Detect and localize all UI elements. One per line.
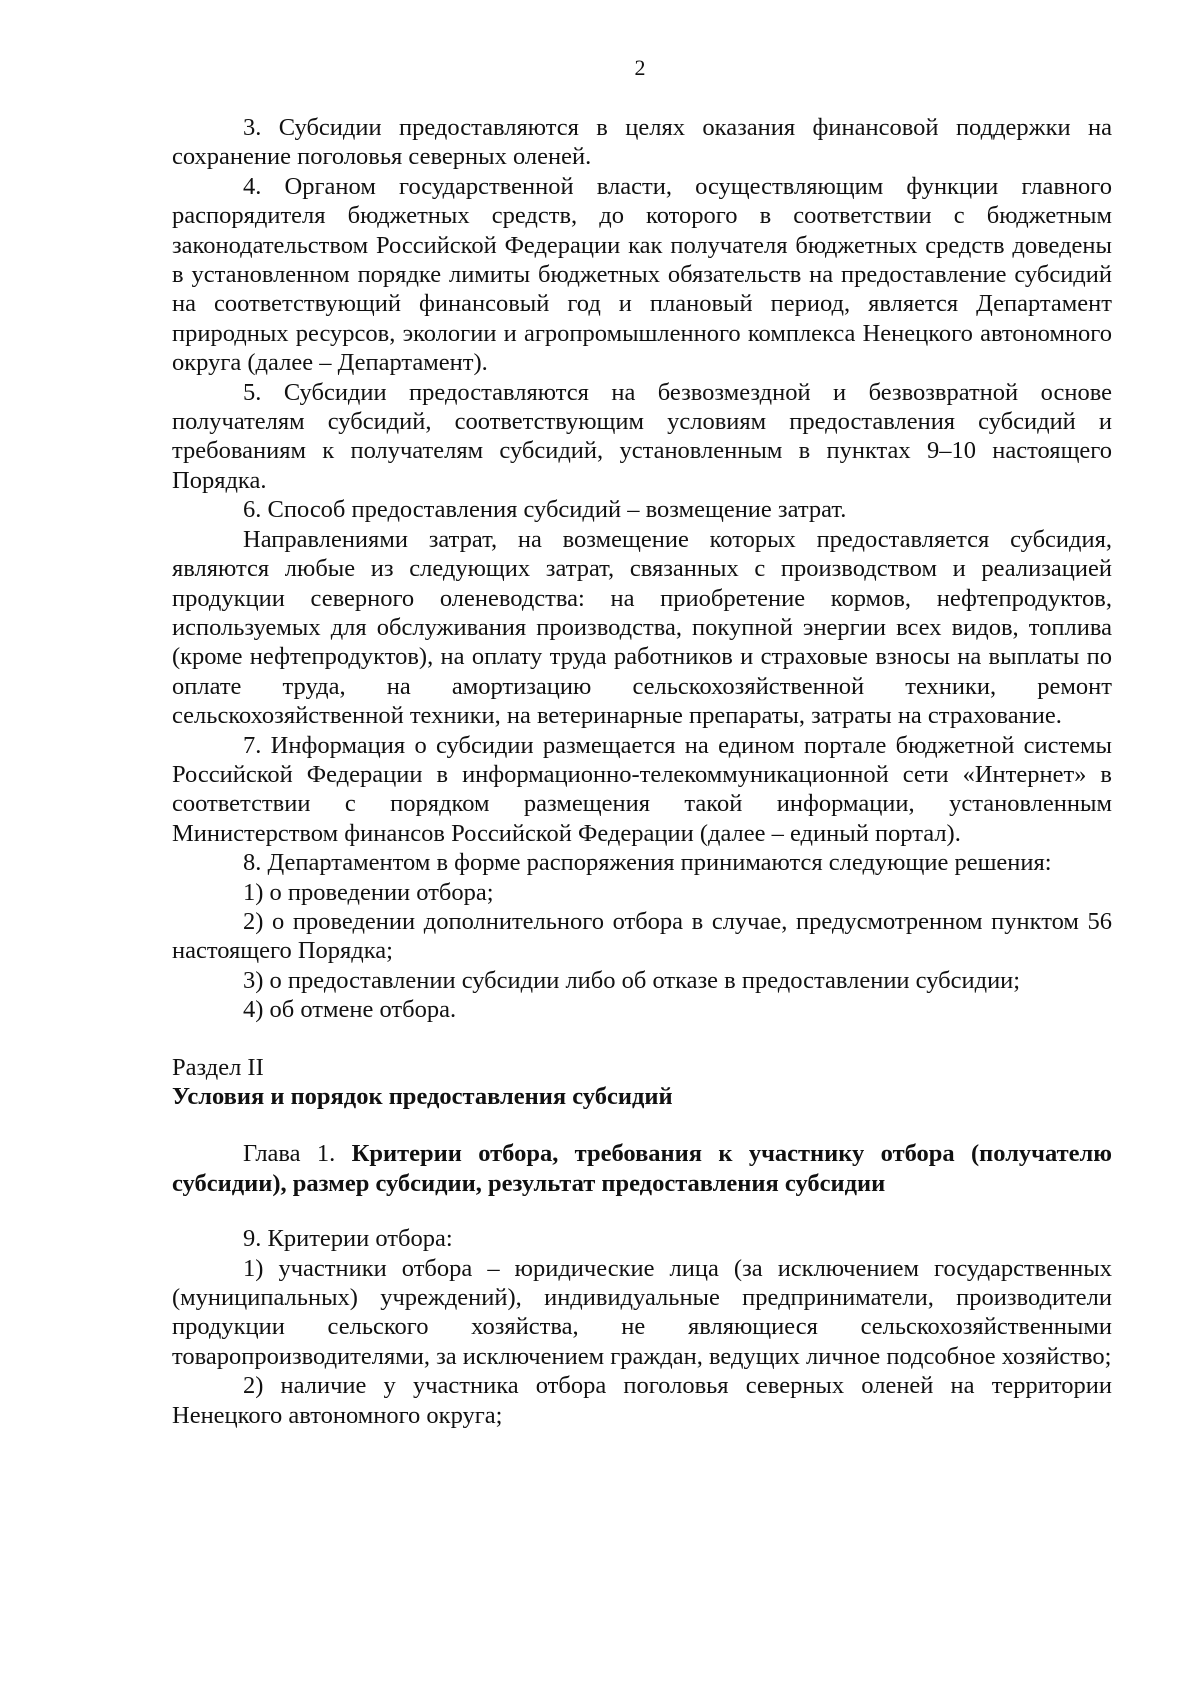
chapter-title: Критерии отбора, требования к участнику отбора (получателю субсидии), размер субсидии, результат предоставления субсидии: [172, 1140, 1112, 1197]
paragraph-8-item-1: 1) о проведении отбора;: [243, 878, 494, 906]
paragraph-8-item-3: 3) о предоставлении субсидии либо об отказе в предоставлении субсидии;: [243, 966, 1021, 994]
paragraph-6-cost-directions: Направлениями затрат, на возмещение которых предоставляется субсидия, являются любые из следующих затрат, связанных с производством и реализацией продукции северного оленеводства: на приобретение кормов, нефтепродуктов, используемых для обслуживания производства, покупной энергии всех видов, топлива (кроме нефтепродуктов), на оплату труда работников и страховые взносы на выплаты по оплате труда, на амортизацию сельскохозяйственной техники, ремонт сельскохозяйственной техники, на ветеринарные препараты, затраты на страхование.: [172, 525, 1112, 730]
paragraph-4: 4. Органом государственной власти, осуществляющим функции главного распорядителя бюджетных средств, до которого в соответствии с бюджетным законодательством Российской Федерации как получателя бюджетных средств доведены в установленном порядке лимиты бюджетных обязательств на предоставление субсидий на соответствующий финансовый год и плановый период, является Департамент природных ресурсов, экологии и агропромышленного комплекса Ненецкого автономного округа (далее – Департамент).: [172, 172, 1112, 377]
section-title: Условия и порядок предоставления субсидий: [172, 1083, 673, 1110]
paragraph-8-item-2: 2) о проведении дополнительного отбора в случае, предусмотренном пунктом 56 настоящего Порядка;: [172, 907, 1112, 965]
paragraph-9: 9. Критерии отбора:: [243, 1225, 453, 1253]
section-label: Раздел II: [172, 1053, 264, 1081]
paragraph-3: 3. Субсидии предоставляются в целях оказания финансовой поддержки на сохранение поголовья северных оленей.: [172, 114, 1112, 171]
paragraph-5: 5. Субсидии предоставляются на безвозмездной и безвозвратной основе получателям субсидий, соответствующим условиям предоставления субсидий и требованиям к получателям субсидий, установленным в пунктах 9–10 настоящего Порядка.: [172, 378, 1112, 494]
paragraph-7: 7. Информация о субсидии размещается на едином портале бюджетной системы Российской Федерации в информационно-телекоммуникационной сети «Интернет» в соответствии с порядком размещения такой информации, установленным Министерством финансов Российской Федерации (далее – единый портал).: [172, 731, 1112, 847]
chapter-prefix: Глава 1.: [243, 1140, 352, 1168]
document-body: [172, 113, 1112, 1430]
chapter-heading: [172, 1139, 1112, 1198]
paragraph-8: 8. Департаментом в форме распоряжения принимаются следующие решения:: [243, 849, 1052, 877]
paragraph-8-item-4: 4) об отмене отбора.: [243, 996, 457, 1024]
paragraph-9-item-1: 1) участники отбора – юридические лица (за исключением государственных (муниципальных) учреждений), индивидуальные предприниматели, производители продукции сельского хозяйства, не являющиеся сельскохозяйственными товаропроизводителями, за исключением граждан, ведущих личное подсобное хозяйство;: [172, 1254, 1112, 1370]
page-number: 2: [634, 55, 646, 80]
paragraph-9-item-2: 2) наличие у участника отбора поголовья северных оленей на территории Ненецкого автономного округа;: [172, 1372, 1112, 1429]
paragraph-6: 6. Способ предоставления субсидий – возмещение затрат.: [243, 496, 847, 524]
